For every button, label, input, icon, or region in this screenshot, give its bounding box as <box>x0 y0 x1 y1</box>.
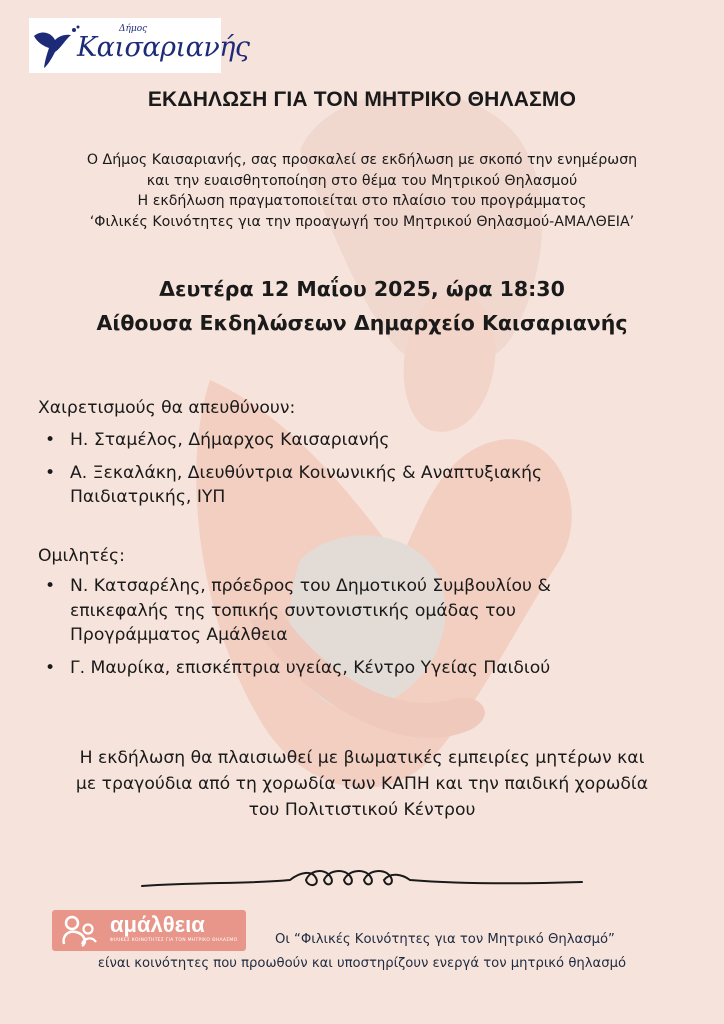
speakers-label: Ομιλητές: <box>38 546 125 566</box>
bullet-icon: • <box>45 576 56 596</box>
mother-child-icon <box>58 914 104 948</box>
amaltheia-logo-subtitle: ΦΙΛΙΚΕΣ ΚΟΙΝΟΤΗΤΕΣ ΓΙΑ ΤΟΝ ΜΗΤΡΙΚΟ ΘΗΛΑΣΜΟ <box>110 938 238 943</box>
greetings-label: Χαιρετισμούς θα απευθύνουν: <box>38 398 296 418</box>
bullet-icon: • <box>45 430 56 450</box>
speakers-list <box>0 574 670 680</box>
greetings-list <box>0 428 670 510</box>
amaltheia-logo-word: αμάλθεια <box>110 912 205 937</box>
event-details <box>0 272 724 340</box>
event-venue: Αίθουσα Εκδηλώσεων Δημαρχείο Καισαριανής <box>96 311 628 335</box>
list-item-text: επικεφαλής της τοπικής συντονιστικής ομάδας του <box>70 600 516 621</box>
closing-line: με τραγούδια από τη χορωδία των ΚΑΠΗ και την παιδική χορωδία <box>75 774 649 794</box>
list-item-text: Ν. Κατσαρέλης, πρόεδρος του Δημοτικού Συμβουλίου & <box>70 576 551 596</box>
list-item-text: Παιδιατρικής, ΙΥΠ <box>70 487 226 507</box>
list-item <box>0 461 670 510</box>
intro-line: και την ευαισθητοποίηση στο θέμα του Μητρικού Θηλασμού <box>146 172 578 189</box>
footer-line-2: είναι κοινότητες που προωθούν και υποστηρίζουν ενεργά τον μητρικό θηλασμό <box>97 956 627 971</box>
list-item-text: Προγράμματος Αμάλθεια <box>70 625 288 645</box>
footer-line-1: Οι “Φιλικές Κοινότητες για τον Μητρικό Θηλασμό” <box>275 932 615 947</box>
closing-paragraph <box>0 745 724 823</box>
event-date-time: Δευτέρα 12 Μαΐου 2025, ώρα 18:30 <box>159 277 565 301</box>
list-item-text: Γ. Μαυρίκα, επισκέπτρια υγείας, Κέντρο Υγείας Παιδιού <box>70 657 551 678</box>
intro-line: ‘Φιλικές Κοινότητες για την προαγωγή του Μητρικού Θηλασμού-ΑΜΑΛΘΕΙΑ’ <box>89 213 635 230</box>
bullet-icon: • <box>45 657 56 678</box>
logo-small-text: Δήμος <box>119 24 148 34</box>
list-item-text: Α. Ξεκαλάκη, Διευθύντρια Κοινωνικής & Αναπτυξιακής <box>70 462 543 483</box>
bullet-icon: • <box>45 462 56 483</box>
logo-big-text: Καισαριανής <box>77 32 250 63</box>
page-title: ΕΚΔΗΛΩΣΗ ΓΙΑ ΤΟΝ ΜΗΤΡΙΚΟ ΘΗΛΑΣΜΟ <box>147 88 577 111</box>
intro-line: Η εκδήλωση πραγματοποιείται στο πλαίσιο του προγράμματος <box>137 193 587 209</box>
municipality-logo <box>29 18 250 73</box>
closing-line: Η εκδήλωση θα πλαισιωθεί με βιωματικές εμπειρίες μητέρων και <box>79 748 645 768</box>
list-item <box>0 574 670 648</box>
intro-paragraph <box>20 150 704 232</box>
decorative-divider <box>140 862 584 896</box>
list-item <box>0 428 670 453</box>
list-item-text: Η. Σταμέλος, Δήμαρχος Καισαριανής <box>70 430 390 450</box>
list-item <box>0 656 670 681</box>
closing-line: του Πολιτιστικού Κέντρου <box>248 800 476 820</box>
amaltheia-logo <box>52 910 246 951</box>
intro-line: Ο Δήμος Καισαριανής, σας προσκαλεί σε εκδήλωση με σκοπό την ενημέρωση <box>86 152 638 168</box>
